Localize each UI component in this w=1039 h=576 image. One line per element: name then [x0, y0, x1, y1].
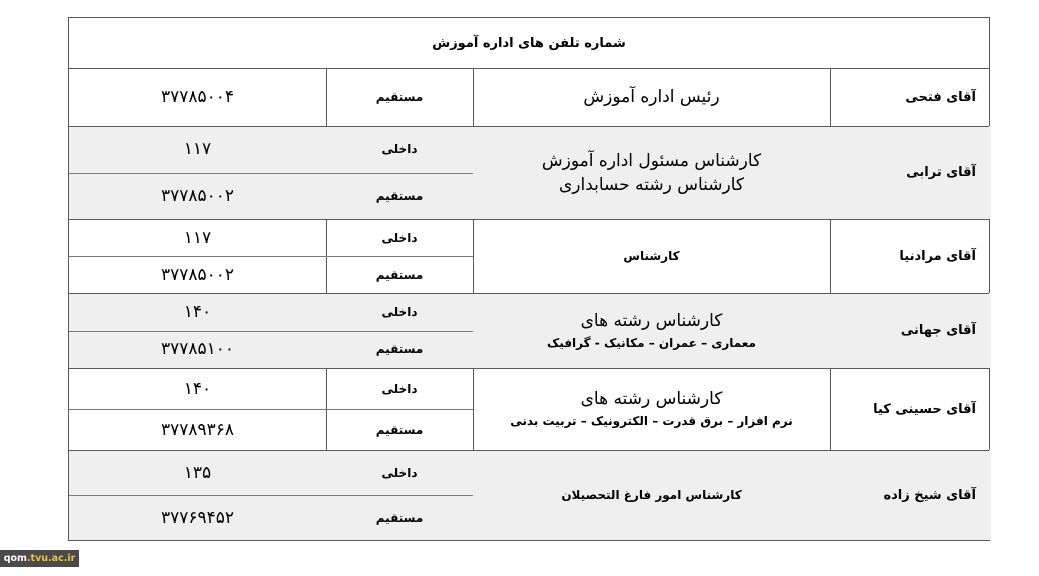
phone-type: داخلی: [381, 304, 418, 319]
person-name: آقای شیخ زاده: [883, 487, 976, 503]
job-title: [473, 293, 830, 368]
job-title: [473, 368, 830, 450]
job-title: [473, 126, 830, 219]
phone-type: داخلی: [381, 381, 418, 396]
person-name: آقای حسینی کیا: [873, 401, 976, 417]
phone-number: ۱۱۷: [183, 139, 212, 160]
person-name: آقای مرادنیا: [899, 248, 976, 264]
phone-number: ۱۴۰: [183, 301, 212, 322]
phone-type: مستقیم: [375, 90, 424, 104]
phone-number: ۱۱۷: [183, 227, 212, 248]
person-name: آقای فتحی: [905, 89, 976, 105]
job-title-line: کارشناس مسئول اداره آموزش: [541, 150, 762, 171]
phone-number: ۳۷۷۸۵۰۰۴: [160, 87, 235, 107]
job-title-line: کارشناس رشته های: [580, 310, 723, 331]
watermark-site: qom: [3, 553, 27, 564]
phone-number: ۱۳۵: [183, 462, 212, 483]
job-title-line: کارشناس امور فارغ التحصیلان: [561, 488, 742, 502]
phone-type: مستقیم: [375, 188, 424, 203]
job-title-line: کارشناس رشته های: [580, 389, 723, 409]
person-name: آقای جهانی: [900, 323, 976, 338]
phone-type: داخلی: [381, 230, 418, 245]
job-title-line: نرم افزار – برق قدرت – الکترونیک – تربیت بدنی: [510, 414, 793, 428]
table-title: شماره تلفن های اداره آموزش: [432, 35, 626, 51]
phone-number: ۳۷۷۶۹۴۵۲: [160, 507, 235, 528]
phone-type: مستقیم: [375, 342, 424, 357]
phone-type: مستقیم: [375, 510, 424, 525]
phone-number: ۳۷۷۸۹۳۶۸: [160, 419, 235, 440]
phone-number: ۱۴۰: [183, 378, 212, 399]
person-name: آقای ترابی: [906, 165, 976, 180]
phone-number: ۳۷۷۸۵۰۰۲: [160, 185, 235, 206]
job-title: [473, 219, 830, 293]
phone-number: ۳۷۷۸۵۱۰۰: [160, 339, 235, 360]
job-title-line: رئیس اداره آموزش: [583, 87, 720, 107]
job-title-line: کارشناس رشته حسابداری: [558, 174, 745, 195]
phone-table: [68, 17, 990, 541]
phone-type: داخلی: [381, 465, 418, 480]
job-title-line: معماری – عمران – مکانیک - گرافیک: [547, 335, 756, 350]
job-title: [473, 450, 830, 540]
site-watermark: [0, 550, 79, 567]
phone-type: مستقیم: [375, 267, 424, 282]
phone-type: مستقیم: [375, 422, 424, 437]
phone-type: داخلی: [381, 142, 418, 157]
watermark-domain: .tvu.ac.ir: [26, 553, 76, 564]
job-title: [473, 68, 830, 126]
job-title-line: کارشناس: [623, 249, 680, 263]
phone-number: ۳۷۷۸۵۰۰۲: [160, 264, 235, 285]
